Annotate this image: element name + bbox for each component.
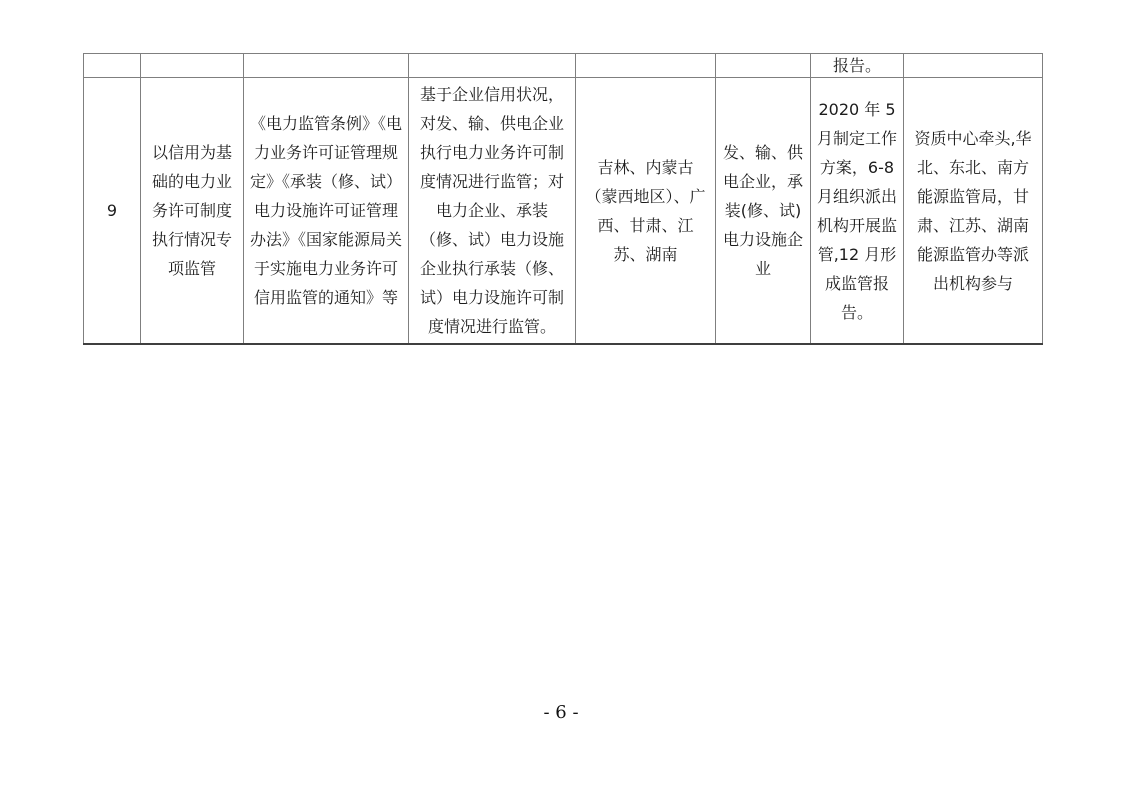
carryover-content-cell	[409, 54, 576, 78]
carryover-regions-cell	[576, 54, 716, 78]
regions-cell: 吉林、内蒙古（蒙西地区）、广西、甘肃、江苏、湖南	[576, 78, 716, 345]
table-row-carryover	[84, 54, 1043, 78]
targets-cell: 发、输、供电企业，承装(修、试)电力设施企业	[716, 78, 811, 345]
carryover-basis-cell	[244, 54, 409, 78]
schedule-cell: 2020 年 5 月制定工作方案，6-8 月组织派出机构开展监管,12 月形成监管报告。	[811, 78, 904, 345]
content-cell: 基于企业信用状况，对发、输、供电企业执行电力业务许可制度情况进行监管；对电力企业、承装（修、试）电力设施企业执行承装（修、试）电力设施许可制度情况进行监管。	[409, 78, 576, 345]
seq-number-cell: 9	[84, 78, 141, 345]
organizers-cell: 资质中心牵头,华北、东北、南方能源监管局，甘肃、江苏、湖南能源监管办等派出机构参与	[904, 78, 1043, 345]
page-number: - 6 -	[543, 702, 579, 723]
carryover-project-cell	[141, 54, 244, 78]
legal-basis-cell: 《电力监管条例》《电力业务许可证管理规定》《承装（修、试）电力设施许可证管理办法》《国家能源局关于实施电力业务许可信用监管的通知》等	[244, 78, 409, 345]
carryover-targets-cell	[716, 54, 811, 78]
supervision-schedule-table	[83, 53, 1043, 345]
table-row-9	[84, 78, 1043, 345]
carryover-organizers-cell	[904, 54, 1043, 78]
project-name-cell: 以信用为基础的电力业务许可制度执行情况专项监管	[141, 78, 244, 345]
carryover-schedule-cell: 报告。	[811, 54, 904, 78]
carryover-seq-cell	[84, 54, 141, 78]
